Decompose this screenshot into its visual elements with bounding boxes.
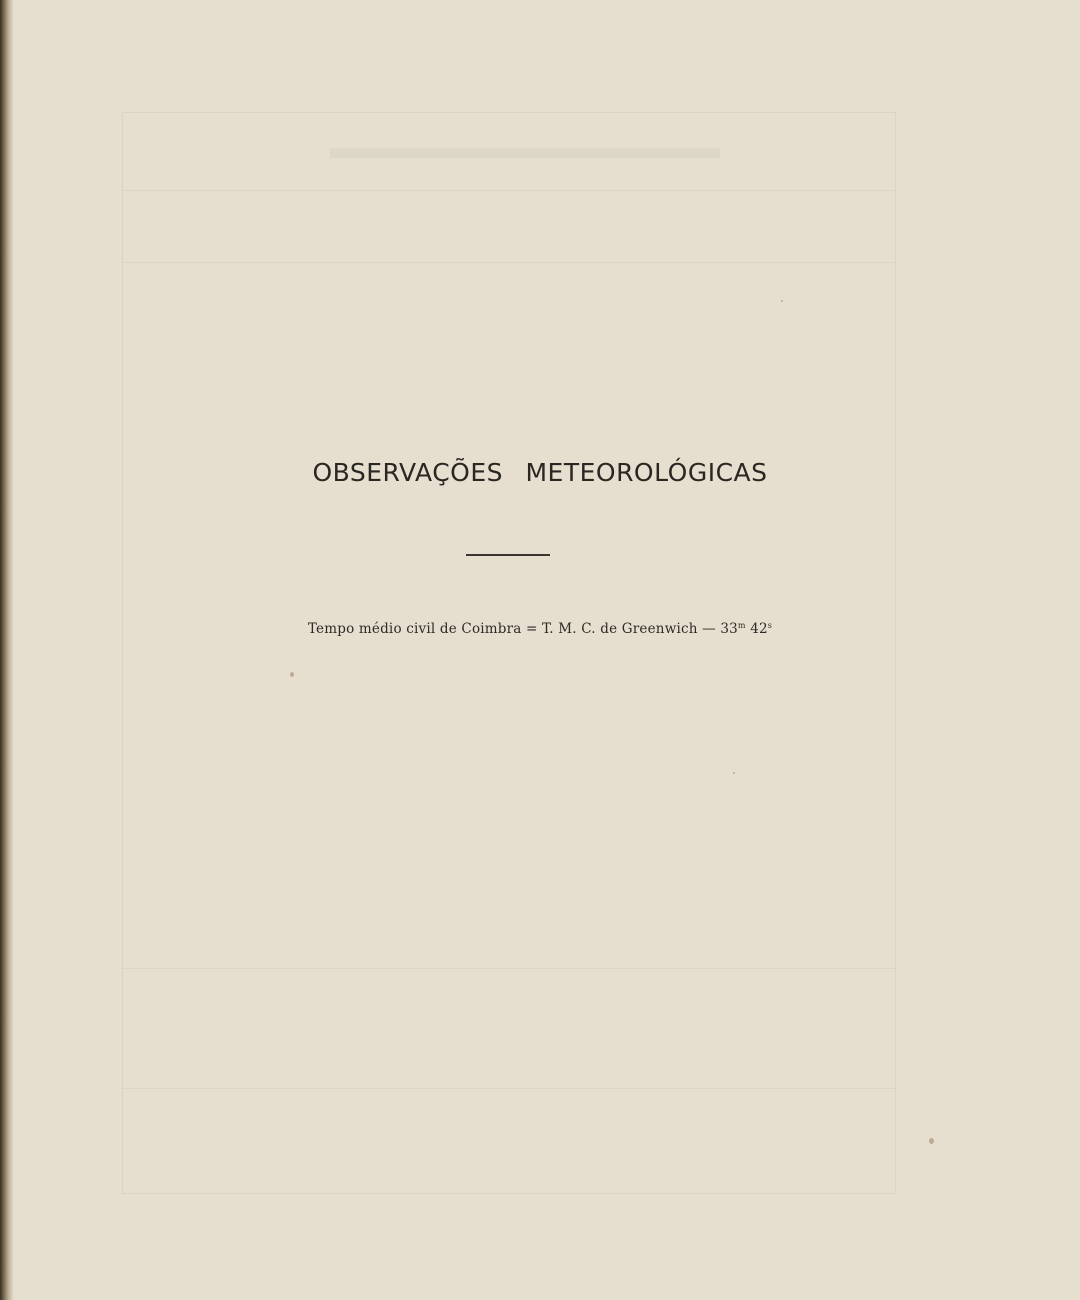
book-binding-edge xyxy=(0,0,14,1300)
page-title: OBSERVAÇÕES METEOROLÓGICAS xyxy=(312,458,768,487)
bleed-through-table-frame xyxy=(122,112,896,1194)
paper-speck xyxy=(290,672,294,677)
minutes-unit: m xyxy=(737,621,746,630)
bleed-through-line xyxy=(122,968,896,969)
bleed-through-line xyxy=(122,1088,896,1089)
title-rule xyxy=(466,554,550,556)
time-reference-text: Tempo médio civil de Coimbra = T. M. C. de Greenwich — 33 xyxy=(307,621,738,637)
seconds-unit: s xyxy=(767,621,773,630)
paper-speck xyxy=(733,772,735,774)
paper-speck xyxy=(781,300,783,302)
time-reference-note xyxy=(0,621,1080,637)
bleed-through-line xyxy=(122,190,896,191)
paper-speck xyxy=(929,1138,934,1144)
bleed-through-heading xyxy=(330,148,720,158)
seconds-value: 42 xyxy=(745,621,768,637)
bleed-through-line xyxy=(122,262,896,263)
